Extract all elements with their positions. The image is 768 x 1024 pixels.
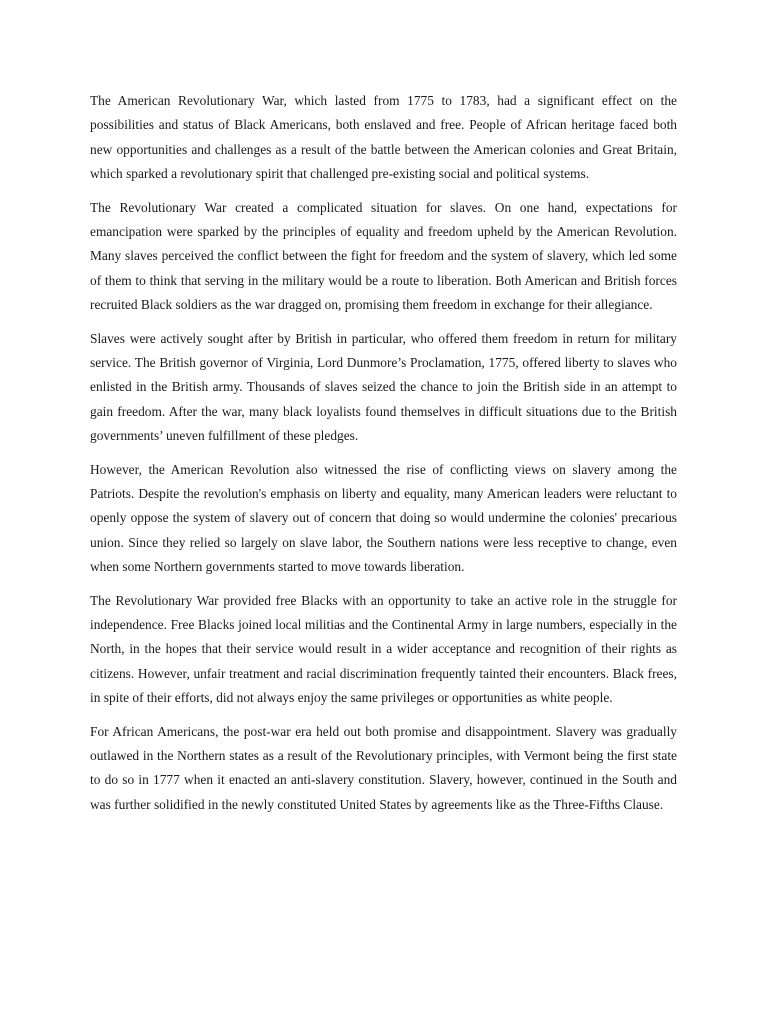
document-page bbox=[90, 89, 677, 826]
paragraph-4: However, the American Revolution also witnessed the rise of conflicting views on slavery among the Patriots. Despite the revolution's emphasis on liberty and equality, many American leaders were reluctant to openly oppose the system of slavery out of concern that doing so would undermine the colonies' precarious union. Since they relied so largely on slave labor, the Southern nations were less receptive to change, even when some Northern governments started to move towards liberation. bbox=[90, 461, 677, 574]
paragraph-5: The Revolutionary War provided free Blacks with an opportunity to take an active role in the struggle for independence. Free Blacks joined local militias and the Continental Army in large numbers, especially in the North, in the hopes that their service would result in a wider acceptance and recognition of their rights as citizens. However, unfair treatment and racial discrimination frequently tainted their encounters. Black frees, in spite of their efforts, did not always enjoy the same privileges or opportunities as white people. bbox=[90, 592, 677, 705]
paragraph-2: The Revolutionary War created a complicated situation for slaves. On one hand, expectations for emancipation were sparked by the principles of equality and freedom upheld by the American Revolution. Many slaves perceived the conflict between the fight for freedom and the system of slavery, which led some of them to think that serving in the military would be a route to liberation. Both American and British forces recruited Black soldiers as the war dragged on, promising them freedom in exchange for their allegiance. bbox=[90, 199, 677, 312]
paragraph-6: For African Americans, the post-war era held out both promise and disappointment. Slavery was gradually outlawed in the Northern states as a result of the Revolutionary principles, with Vermont being the first state to do so in 1777 when it enacted an anti-slavery constitution. Slavery, however, continued in the South and was further solidified in the newly constituted United States by agreements like as the Three-Fifths Clause. bbox=[90, 723, 677, 812]
paragraph-3: Slaves were actively sought after by British in particular, who offered them freedom in return for military service. The British governor of Virginia, Lord Dunmore’s Proclamation, 1775, offered liberty to slaves who enlisted in the British army. Thousands of slaves seized the chance to join the British side in an attempt to gain freedom. After the war, many black loyalists found themselves in difficult situations due to the British governments’ uneven fulfillment of these pledges. bbox=[90, 330, 677, 443]
paragraph-1: The American Revolutionary War, which lasted from 1775 to 1783, had a significant effect on the possibilities and status of Black Americans, both enslaved and free. People of African heritage faced both new opportunities and challenges as a result of the battle between the American colonies and Great Britain, which sparked a revolutionary spirit that challenged pre-existing social and political systems. bbox=[90, 93, 677, 181]
